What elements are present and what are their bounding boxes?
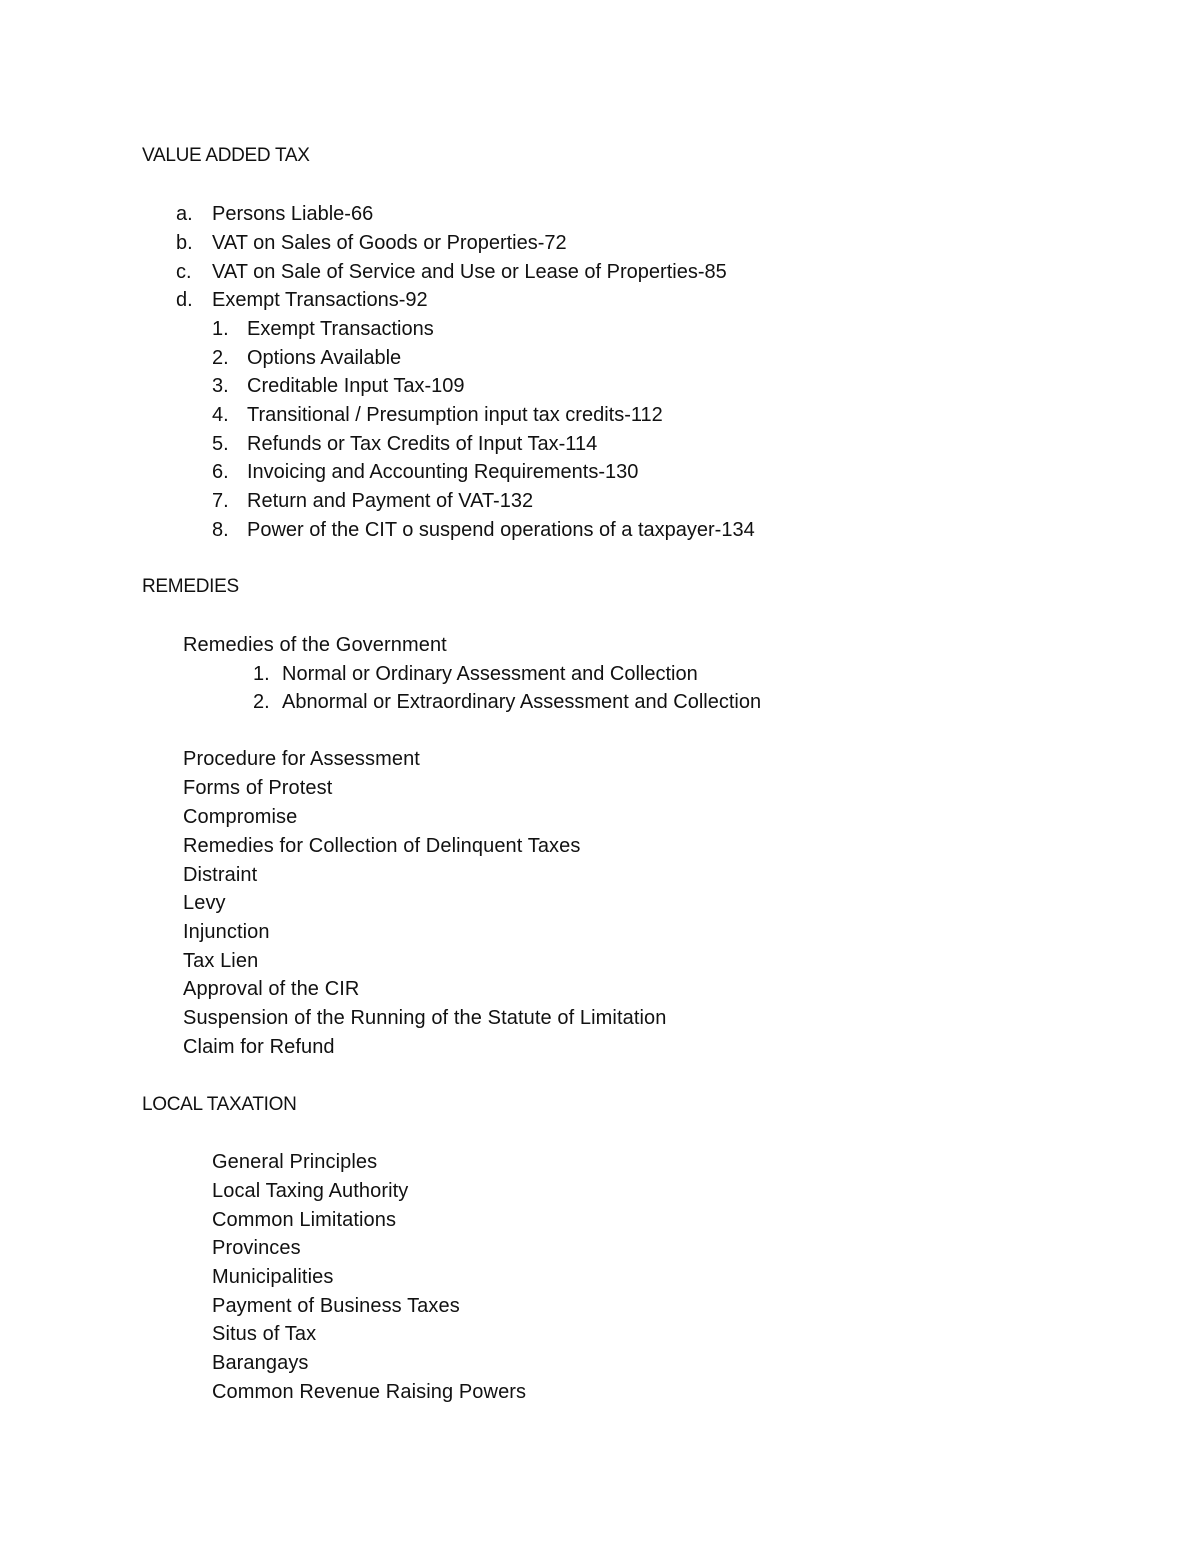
list-marker: 4. — [212, 404, 229, 426]
local-taxation-topic: Common Limitations — [212, 1209, 397, 1231]
list-item-text: Normal or Ordinary Assessment and Collection — [282, 663, 698, 685]
list-marker: 6. — [212, 461, 229, 483]
remedies-heading: REMEDIES — [142, 576, 239, 597]
local-taxation-topic: Common Revenue Raising Powers — [212, 1381, 527, 1403]
remedies-topic: Approval of the CIR — [183, 978, 360, 1000]
list-marker: 3. — [212, 375, 229, 397]
vat-heading: VALUE ADDED TAX — [142, 145, 310, 166]
list-marker: c. — [176, 261, 192, 283]
list-marker: 7. — [212, 490, 229, 512]
remedies-topic: Levy — [183, 892, 226, 914]
list-item-text: Power of the CIT o suspend operations of a taxpayer-134 — [247, 519, 755, 541]
local-taxation-topic: Payment of Business Taxes — [212, 1295, 460, 1317]
list-marker: 2. — [253, 691, 270, 713]
list-marker: 1. — [212, 318, 229, 340]
list-item-text: Exempt Transactions-92 — [212, 289, 428, 311]
list-marker: 1. — [253, 663, 270, 685]
local-taxation-topic: Situs of Tax — [212, 1323, 317, 1345]
list-item-text: Refunds or Tax Credits of Input Tax-114 — [247, 433, 598, 455]
local-taxation-topic: Provinces — [212, 1237, 301, 1259]
remedies-topic: Remedies for Collection of Delinquent Taxes — [183, 835, 581, 857]
list-item-text: Options Available — [247, 347, 402, 369]
list-marker: 5. — [212, 433, 229, 455]
list-item-text: VAT on Sales of Goods or Properties-72 — [212, 232, 567, 254]
list-item-text: Creditable Input Tax-109 — [247, 375, 465, 397]
remedies-topic: Procedure for Assessment — [183, 748, 420, 770]
local-taxation-heading: LOCAL TAXATION — [142, 1094, 297, 1115]
list-marker: a. — [176, 203, 193, 225]
list-item-text: Persons Liable-66 — [212, 203, 374, 225]
remedies-topic: Claim for Refund — [183, 1036, 335, 1058]
list-item-text: Return and Payment of VAT-132 — [247, 490, 534, 512]
remedies-government-title: Remedies of the Government — [183, 634, 447, 656]
remedies-topic: Distraint — [183, 864, 258, 886]
local-taxation-topic: Local Taxing Authority — [212, 1180, 409, 1202]
remedies-topic: Compromise — [183, 806, 298, 828]
local-taxation-topic: General Principles — [212, 1151, 378, 1173]
list-marker: d. — [176, 289, 193, 311]
list-marker: 8. — [212, 519, 229, 541]
local-taxation-topic: Barangays — [212, 1352, 309, 1374]
list-item-text: VAT on Sale of Service and Use or Lease of Properties-85 — [212, 261, 727, 283]
list-item-text: Abnormal or Extraordinary Assessment and Collection — [282, 691, 762, 713]
list-marker: b. — [176, 232, 193, 254]
list-item-text: Exempt Transactions — [247, 318, 434, 340]
list-marker: 2. — [212, 347, 229, 369]
local-taxation-topic: Municipalities — [212, 1266, 334, 1288]
list-item-text: Invoicing and Accounting Requirements-130 — [247, 461, 639, 483]
remedies-topic: Tax Lien — [183, 950, 259, 972]
list-item-text: Transitional / Presumption input tax credits-112 — [247, 404, 663, 426]
remedies-topic: Forms of Protest — [183, 777, 333, 799]
remedies-topic: Suspension of the Running of the Statute of Limitation — [183, 1007, 667, 1029]
remedies-topic: Injunction — [183, 921, 270, 943]
